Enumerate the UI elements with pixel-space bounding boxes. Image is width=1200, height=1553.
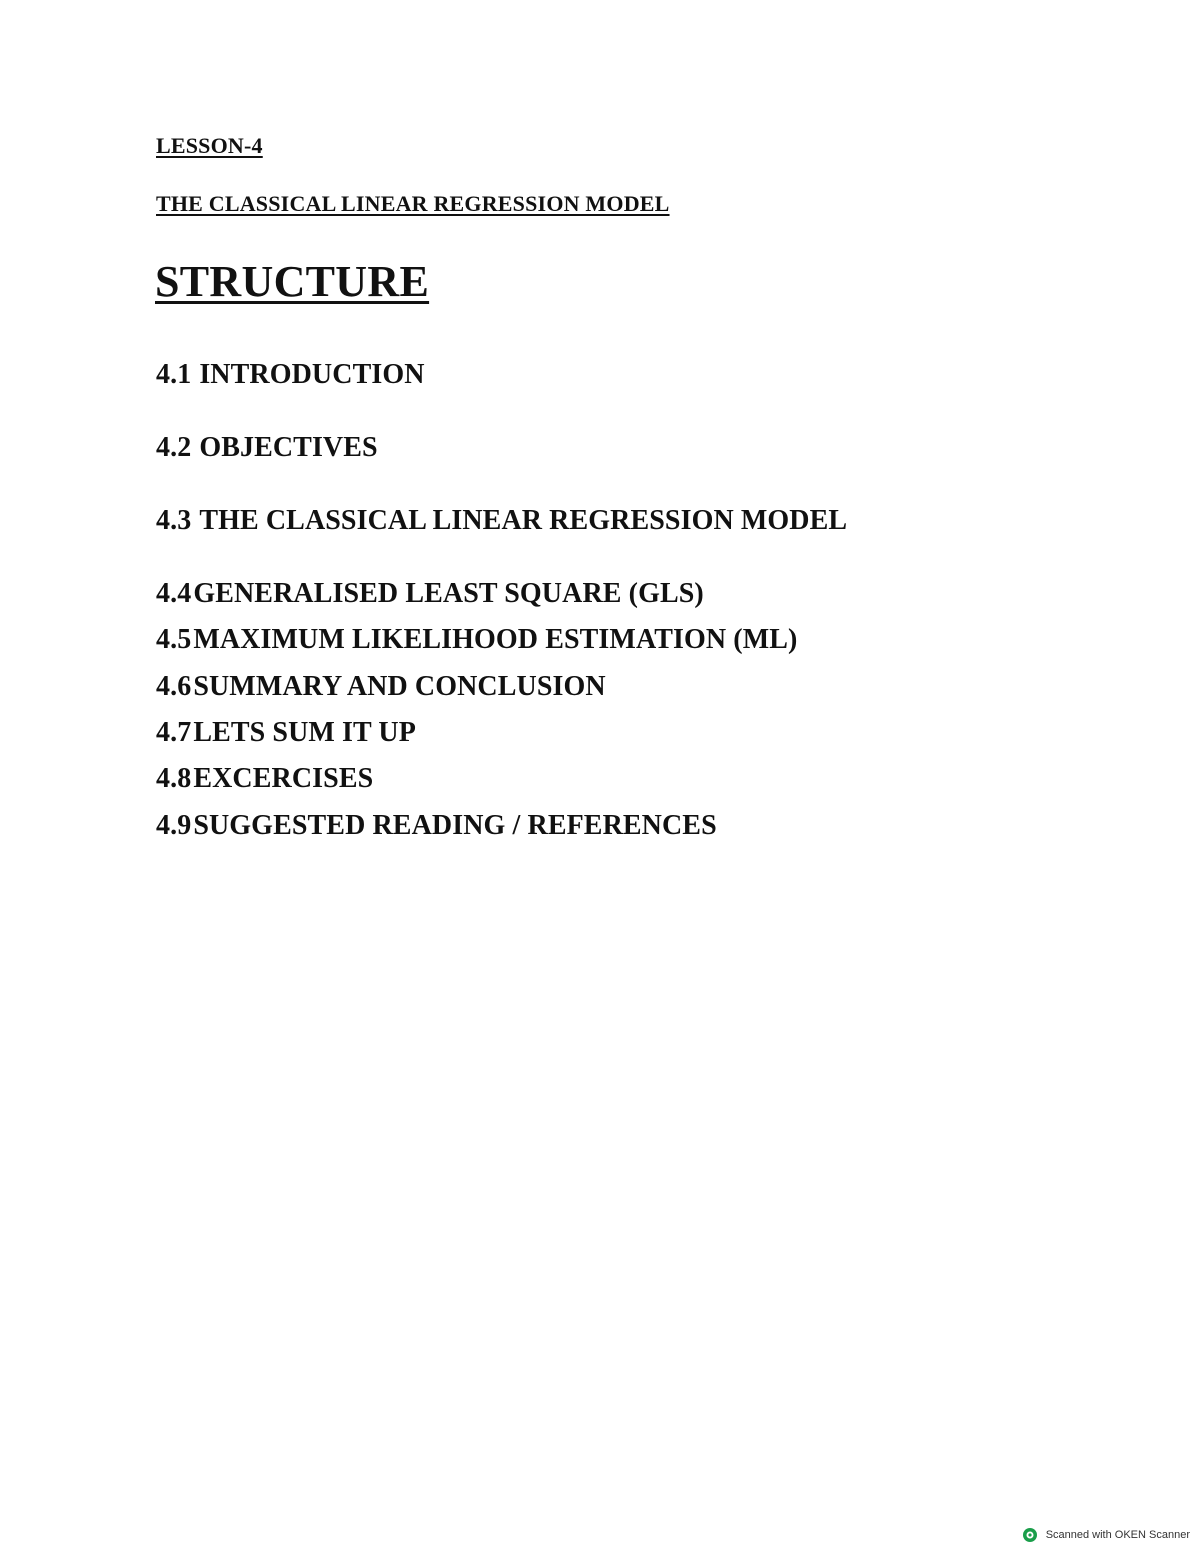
toc-item-title: SUGGESTED READING / REFERENCES: [193, 810, 717, 841]
toc-item-gls: [156, 578, 704, 610]
toc-item-title: EXCERCISES: [193, 763, 374, 794]
toc-item-number: 4.2: [156, 432, 192, 463]
toc-item-classical-model: [156, 505, 847, 537]
toc-item-number: 4.5: [156, 624, 192, 655]
toc-item-title: INTRODUCTION: [199, 359, 425, 390]
lesson-title: THE CLASSICAL LINEAR REGRESSION MODEL: [156, 191, 670, 216]
toc-item-title: MAXIMUM LIKELIHOOD ESTIMATION (ML): [193, 624, 798, 655]
toc-item-title: LETS SUM IT UP: [193, 717, 416, 748]
toc-item-number: 4.3: [156, 505, 192, 536]
structure-heading: STRUCTURE: [155, 257, 430, 306]
toc-item-number: 4.7: [156, 717, 192, 748]
toc-item-number: 4.6: [156, 671, 192, 702]
toc-item-introduction: [156, 359, 425, 391]
toc-item-references: [156, 810, 717, 842]
scanner-watermark: [1022, 1527, 1190, 1543]
toc-item-number: 4.9: [156, 810, 192, 841]
toc-item-number: 4.8: [156, 763, 192, 794]
lesson-label: LESSON-4: [156, 133, 263, 158]
oken-scanner-logo-icon: [1022, 1527, 1038, 1543]
toc-item-objectives: [156, 432, 378, 464]
toc-item-title: SUMMARY AND CONCLUSION: [193, 671, 606, 702]
toc-item-ml: [156, 624, 797, 656]
toc-item-title: OBJECTIVES: [199, 432, 378, 463]
toc-item-number: 4.4: [156, 578, 192, 609]
toc-item-sum-up: [156, 717, 416, 749]
toc-item-number: 4.1: [156, 359, 192, 390]
toc-item-exercises: [156, 763, 373, 795]
toc-item-summary: [156, 671, 606, 703]
scanner-watermark-text: Scanned with OKEN Scanner: [1045, 1529, 1190, 1541]
toc-item-title: GENERALISED LEAST SQUARE (GLS): [193, 578, 704, 609]
toc-item-title: THE CLASSICAL LINEAR REGRESSION MODEL: [199, 505, 848, 536]
